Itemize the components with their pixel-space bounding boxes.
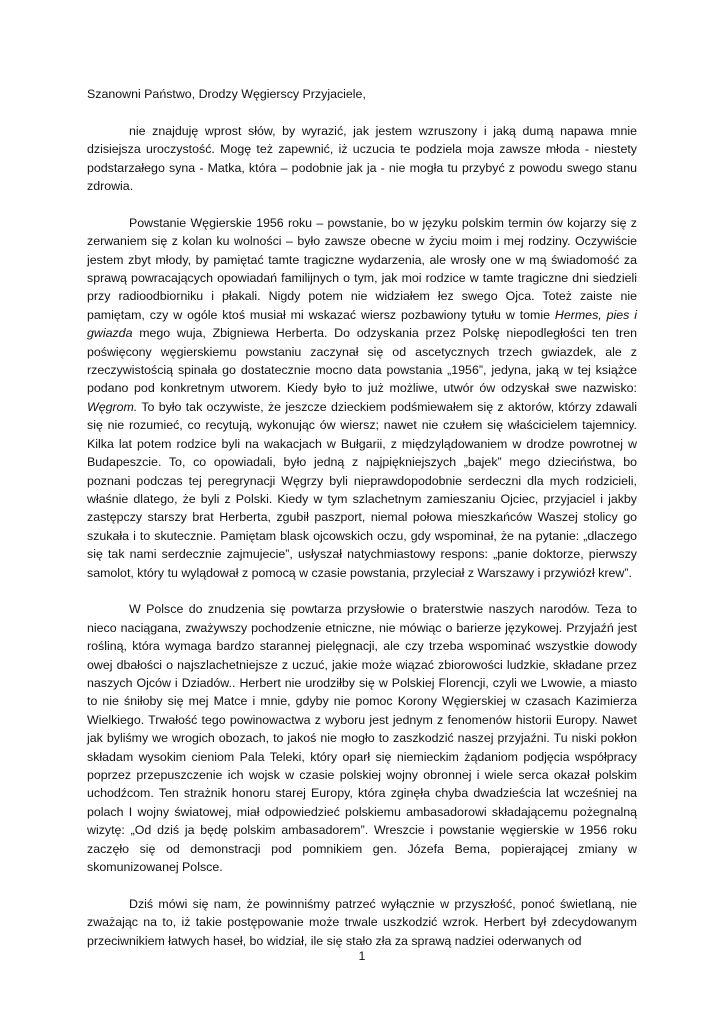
paragraph-1: nie znajduję wprost słów, by wyrazić, jak jestem wzruszony i jaką dumą napawa mnie dzisiejsza uroczystość. Mogę też zapewnić, iż uczucia te podziela moja zawsze młoda - niestety podstarzałego syna - Matka, która – podobnie jak ja - nie mogła tu przybyć z powodu swego stanu zdrowia. bbox=[87, 123, 637, 194]
salutation: Szanowni Państwo, Drodzy Węgierscy Przyjaciele, bbox=[87, 87, 366, 101]
paragraph-3: W Polsce do znudzenia się powtarza przysłowie o braterstwie naszych narodów. Teza to nieco naciągana, zważywszy pochodzenie etniczne, nie mówiąc o barierze językowej. Przyjaźń jest rośliną, która wymaga bardzo starannej pielęgnacji, ale czy trzeba wspominać wszystkie dowody owej dbałości o najszlachetniejsze z uczuć, jakie może wiązać zbiorowości ludzkie, składane przez naszych Ojców i Dziadów.. Herbert nie urodziłby się w Polskiej Florencji, czyli we Lwowie, a miasto to nie śniłoby się mej Matce i mnie, gdyby nie pomoc Korony Węgierskiej w czasach Kazimierza Wielkiego. Trwałość tego powinowactwa z wyboru jest jednym z fenomenów historii Europy. Nawet jak byliśmy we wrogich obozach, to jakoś nie mogło to zaszkodzić naszej przyjaźni. Tu niski pokłon składam wysokim cieniom Pala Teleki, który oparł się niemieckim żądaniom podjęcia współpracy poprzez przepuszczenie ich wojsk w czasie polskiej wojny obronnej i wiele serca okazał polskim uchodźcom. Ten strażnik honoru starej Europy, która zginęła chyba dwadzieścia lat wcześniej na polach I wojny światowej, miał odpowiedzieć polskiemu ambasadorowi składającemu pożegnalną wizytę: „Od dziś ja będę polskim ambasadorem”. Wreszcie i powstanie węgierskie w 1956 roku zaczęło się od demonstracji pod pomnikiem gen. Józefa Bema, popierającej zmiany w skomunizowanej Polsce. bbox=[87, 602, 637, 875]
book-title: Hermes, pies i gwiazda bbox=[87, 307, 637, 341]
poem-title: Węgrom. bbox=[87, 399, 138, 414]
paragraph-2 bbox=[87, 214, 637, 582]
paragraph-2-part-a: Powstanie Węgierskie 1956 roku – powstanie, bo w języku polskim termin ów kojarzy się z zerwaniem się z kolan ku wolności – było zawsze obecne w życiu moim i mej rodziny. Oczywiście jestem zbyt młody, by pamiętać tamte tragiczne wydarzenia, ale wrosły one w mą świadomość za sprawą powracających opowiadań familijnych o tym, jak moi rodzice w tamte tragiczne dni siedzieli przy radioodbiorniku i płakali. Nigdy potem nie widziałem łez swego Ojca. Toteż zaiste nie pamiętam, czy w ogóle ktoś musiał mi wskazać wiersz pozbawiony tytułu w tomie bbox=[87, 215, 637, 322]
page-number: 1 bbox=[358, 949, 366, 963]
paragraph-4: Dziś mówi się nam, że powinniśmy patrzeć wyłącznie w przyszłość, ponoć świetlaną, nie zważając na to, iż takie postępowanie może trwale uszkodzić wzrok. Herbert był zdecydowanym przeciwnikiem łatwych haseł, bo widział, ile się stało zła za sprawą nadziei oderwanych od bbox=[87, 896, 637, 948]
paragraph-2-part-b: mego wuja, Zbigniewa Herberta. Do odzyskania przez Polskę niepodległości ten tren poświęcony węgierskiemu powstaniu zaczynał się od ascetycznych trzech gwiazdek, ale z rzeczywistością spinała go dostatecznie mocno data powstania „1956”, jedyna, jaką w tej książce podano pod konkretnym utworem. Kiedy było to już możliwe, utwór ów odzyskał swe nazwisko: bbox=[87, 326, 637, 396]
letter-body bbox=[87, 85, 637, 950]
paragraph-2-part-c: To było tak oczywiste, że jeszcze dzieckiem podśmiewałem się z aktorów, którzy zdawali się nie rozumieć, co recytują, wykonując ów wiersz; nawet nie czułem się właścicielem tajemnicy. Kilka lat potem rodzice byli na wakacjach w Bułgarii, z międzylądowaniem w drodze powrotnej w Budapeszcie. To, co opowiadali, było jedną z najpiękniejszych „bajek” mego dzieciństwa, bo poznani podczas tej peregrynacji Węgrzy byli nieprawdopodobnie serdeczni dla mych rodzicieli, właśnie dlatego, że byli z Polski. Kiedy w tym szlachetnym zamieszaniu Ojciec, przyjaciel i jakby zastępczy starszy brat Herberta, zgubił paszport, niemal połowa mieszkańców Waszej stolicy go szukała i to skutecznie. Pamiętam blask ojcowskich oczu, gdy wspominał, że na pytanie: „dlaczego się tak nami serdecznie zajmujecie”, usłyszał natychmiastowy respons: „panie doktorze, pierwszy samolot, który tu wylądował z pomocą w czasie powstania, przyleciał z Warszawy i przywiózł krew”. bbox=[87, 399, 637, 580]
